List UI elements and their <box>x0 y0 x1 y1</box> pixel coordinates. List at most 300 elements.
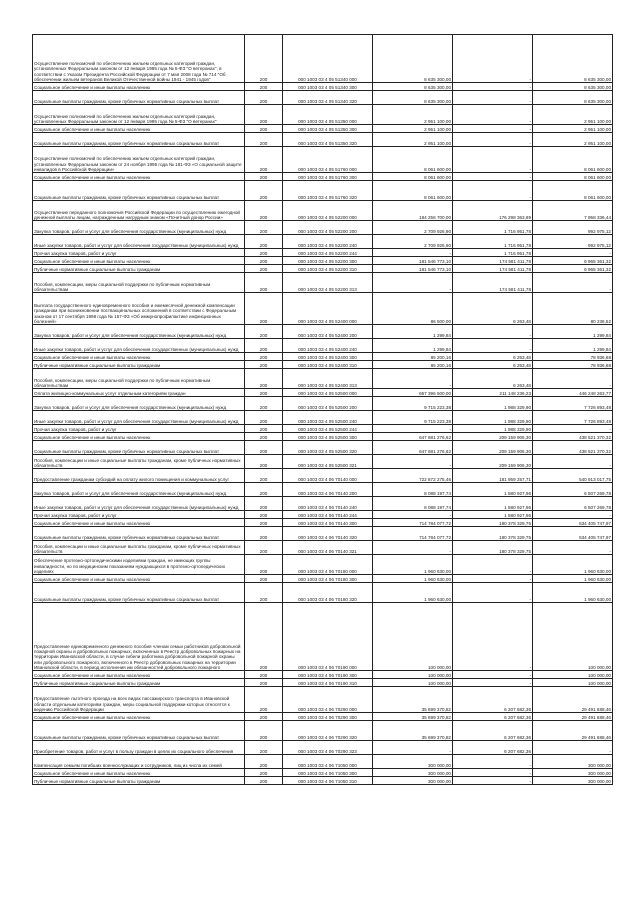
row-approved-amount: 181 546 773,10 <box>373 257 453 265</box>
row-budget-code: 000 1003 03 4 05 52200 300 <box>283 257 373 265</box>
row-approved-amount: - <box>373 425 453 433</box>
table-row <box>33 125 613 133</box>
row-budget-code: 000 1003 03 4 05 51350 000 <box>283 105 373 125</box>
table-row <box>33 147 613 173</box>
row-approved-amount: 1 960 630,00 <box>373 575 453 583</box>
row-approved-amount: - <box>373 249 453 257</box>
table-row <box>33 455 613 469</box>
table-row <box>33 397 613 411</box>
row-remaining-amount: - <box>533 249 613 257</box>
row-approved-amount: 647 681 276,62 <box>373 441 453 455</box>
row-remaining-amount: 8 061 600,00 <box>533 147 613 173</box>
row-code: 200 <box>245 441 283 455</box>
table-row <box>33 105 613 125</box>
row-name: Социальные выплаты гражданам, кроме публичных нормативных социальных выплат <box>33 91 245 105</box>
row-approved-amount: - <box>373 273 453 293</box>
row-remaining-amount: 534 405 747,97 <box>533 527 613 541</box>
row-approved-amount: 100 000,00 <box>373 671 453 679</box>
row-approved-amount: 85 200,16 <box>373 361 453 369</box>
row-executed-amount: 211 148 236,23 <box>453 389 533 397</box>
row-code: 200 <box>245 389 283 397</box>
table-row <box>33 713 613 721</box>
row-remaining-amount: - <box>533 369 613 389</box>
row-approved-amount: 8 061 600,00 <box>373 147 453 173</box>
row-name: Социальные выплаты гражданам, кроме публичных нормативных социальных выплат <box>33 721 245 741</box>
row-code: 200 <box>245 35 283 83</box>
table-row <box>33 293 613 325</box>
row-budget-code: 000 1003 03 4 05 52500 200 <box>283 397 373 411</box>
row-budget-code: 000 1003 03 4 06 71050 300 <box>283 769 373 777</box>
row-code: 200 <box>245 679 283 687</box>
row-code: 200 <box>245 497 283 511</box>
row-name: Осуществление полномочий по обеспечению жильем отдельных категорий граждан, установленных Федеральным законом от 12 января 1995 года № 5-ФЗ "О ветеранах" <box>33 105 245 125</box>
table-row <box>33 469 613 483</box>
row-budget-code: 000 1003 03 4 05 52400 300 <box>283 353 373 361</box>
row-executed-amount: 6 263,48 <box>453 353 533 361</box>
row-remaining-amount: 29 491 688,46 <box>533 713 613 721</box>
row-approved-amount: 2 951 100,00 <box>373 125 453 133</box>
row-name: Пособия, компенсации, меры социальной поддержки по публичным нормативным обязательствам <box>33 369 245 389</box>
row-remaining-amount: 7 958 336,44 <box>533 201 613 221</box>
row-approved-amount: - <box>373 541 453 555</box>
row-executed-amount: - <box>453 777 533 785</box>
row-remaining-amount: 1 960 630,00 <box>533 555 613 575</box>
row-name: Публичные нормативные социальные выплаты гражданам <box>33 265 245 273</box>
row-remaining-amount: 7 726 893,48 <box>533 411 613 425</box>
row-code: 200 <box>245 221 283 235</box>
row-name: Социальное обеспечение и иные выплаты населению <box>33 173 245 181</box>
row-remaining-amount: 992 975,12 <box>533 221 613 235</box>
row-approved-amount: 714 784 077,72 <box>373 527 453 541</box>
table-row <box>33 91 613 105</box>
row-budget-code: 000 1003 03 4 06 70140 244 <box>283 511 373 519</box>
row-budget-code: 000 1003 03 4 05 52500 000 <box>283 389 373 397</box>
row-remaining-amount: 300 000,00 <box>533 755 613 769</box>
row-code: 200 <box>245 257 283 265</box>
table-row <box>33 411 613 425</box>
row-budget-code: 000 1003 03 4 06 70190 310 <box>283 679 373 687</box>
row-name: Социальные выплаты гражданам, кроме публичных нормативных социальных выплат <box>33 527 245 541</box>
table-row <box>33 527 613 541</box>
row-code: 200 <box>245 125 283 133</box>
row-name: Пособия, компенсации, меры социальной поддержки по публичным нормативным обязательствам <box>33 273 245 293</box>
row-approved-amount: 8 061 600,00 <box>373 181 453 201</box>
row-budget-code: 000 1003 03 4 06 70190 000 <box>283 603 373 671</box>
row-name: Социальные выплаты гражданам, кроме публичных нормативных социальных выплат <box>33 133 245 147</box>
row-code: 200 <box>245 713 283 721</box>
row-budget-code: 000 1003 03 4 06 70190 300 <box>283 671 373 679</box>
row-name: Прочая закупка товаров, работ и услуг <box>33 511 245 519</box>
row-approved-amount: 1 299,84 <box>373 339 453 353</box>
row-executed-amount: 6 207 682,36 <box>453 741 533 755</box>
row-approved-amount: 1 299,84 <box>373 325 453 339</box>
row-code: 200 <box>245 519 283 527</box>
row-executed-amount: - <box>453 325 533 339</box>
row-remaining-amount: 78 936,68 <box>533 353 613 361</box>
row-executed-amount: 1 988 329,90 <box>453 411 533 425</box>
row-remaining-amount: 29 491 688,46 <box>533 721 613 741</box>
row-executed-amount: 6 207 682,36 <box>453 713 533 721</box>
row-executed-amount: - <box>453 679 533 687</box>
row-executed-amount: 1 580 927,96 <box>453 511 533 519</box>
row-remaining-amount: 1 960 630,00 <box>533 583 613 603</box>
row-approved-amount: 100 000,00 <box>373 679 453 687</box>
row-code: 200 <box>245 147 283 173</box>
row-executed-amount: 1 580 927,96 <box>453 497 533 511</box>
row-name: Закупка товаров, работ и услуг для обеспечения государственных (муниципальных) нужд <box>33 221 245 235</box>
row-budget-code: 000 1003 03 4 06 70290 300 <box>283 713 373 721</box>
row-name: Прочая закупка товаров, работ и услуг <box>33 249 245 257</box>
row-budget-code: 000 1003 03 4 06 70140 240 <box>283 497 373 511</box>
row-executed-amount: 1 988 329,90 <box>453 397 533 411</box>
row-name: Социальное обеспечение и иные выплаты населению <box>33 769 245 777</box>
row-executed-amount: - <box>453 769 533 777</box>
row-approved-amount: 300 000,00 <box>373 755 453 769</box>
row-code: 200 <box>245 235 283 249</box>
row-code: 200 <box>245 671 283 679</box>
row-executed-amount: 1 580 927,96 <box>453 483 533 497</box>
row-remaining-amount: 540 913 017,75 <box>533 469 613 483</box>
row-approved-amount: 35 699 370,82 <box>373 713 453 721</box>
row-code: 200 <box>245 133 283 147</box>
table-row <box>33 687 613 713</box>
row-code: 200 <box>245 721 283 741</box>
row-budget-code: 000 1003 03 4 05 52400 313 <box>283 369 373 389</box>
row-name: Обеспечение протезно-ортопедическими изделиями граждан, не имеющих группы инвалидности, но по медицинским показаниям нуждающихся в протезно-ортопедических изделиях <box>33 555 245 575</box>
row-approved-amount: 300 000,00 <box>373 769 453 777</box>
table-row <box>33 671 613 679</box>
row-name: Публичные нормативные социальные выплаты гражданам <box>33 361 245 369</box>
row-remaining-amount: 438 521 370,32 <box>533 433 613 441</box>
table-row <box>33 389 613 397</box>
row-remaining-amount: 1 960 630,00 <box>533 575 613 583</box>
row-executed-amount: 180 378 329,75 <box>453 519 533 527</box>
row-code: 200 <box>245 527 283 541</box>
row-name: Иные закупки товаров, работ и услуг для обеспечения государственных (муниципальных) нужд <box>33 497 245 511</box>
row-name: Публичные нормативные социальные выплаты гражданам <box>33 777 245 785</box>
row-remaining-amount: 1 299,84 <box>533 325 613 339</box>
table-row <box>33 221 613 235</box>
row-code: 200 <box>245 201 283 221</box>
row-name: Социальное обеспечение и иные выплаты населению <box>33 575 245 583</box>
row-remaining-amount: 80 236,52 <box>533 293 613 325</box>
row-code: 200 <box>245 469 283 483</box>
row-budget-code: 000 1003 03 4 05 51340 000 <box>283 35 373 83</box>
row-remaining-amount: - <box>533 455 613 469</box>
row-name: Социальное обеспечение и иные выплаты населению <box>33 257 245 265</box>
row-remaining-amount: 446 248 263,77 <box>533 389 613 397</box>
row-executed-amount: 6 207 682,36 <box>453 721 533 741</box>
row-name: Предоставление гражданам субсидий на оплату жилого помещения и коммунальных услуг <box>33 469 245 483</box>
row-executed-amount: - <box>453 83 533 91</box>
row-budget-code: 000 1003 03 4 05 52500 320 <box>283 441 373 455</box>
row-remaining-amount: 438 521 370,32 <box>533 441 613 455</box>
row-name: Социальное обеспечение и иные выплаты населению <box>33 433 245 441</box>
row-approved-amount: 9 715 223,38 <box>373 411 453 425</box>
row-executed-amount: - <box>453 575 533 583</box>
row-code: 200 <box>245 455 283 469</box>
row-code: 200 <box>245 249 283 257</box>
row-approved-amount: - <box>373 369 453 389</box>
row-remaining-amount: 534 405 747,97 <box>533 519 613 527</box>
table-row <box>33 339 613 353</box>
row-executed-amount: 174 581 411,78 <box>453 273 533 293</box>
row-approved-amount: 1 960 630,00 <box>373 555 453 575</box>
row-code: 200 <box>245 511 283 519</box>
table-row <box>33 721 613 741</box>
row-budget-code: 000 1003 03 4 06 70180 320 <box>283 583 373 603</box>
table-row <box>33 575 613 583</box>
row-executed-amount: 180 378 329,75 <box>453 541 533 555</box>
row-remaining-amount: - <box>533 273 613 293</box>
table-row <box>33 583 613 603</box>
row-approved-amount: 181 546 773,10 <box>373 265 453 273</box>
row-remaining-amount: 29 491 688,46 <box>533 687 613 713</box>
row-code: 200 <box>245 433 283 441</box>
table-row <box>33 257 613 265</box>
table-row <box>33 235 613 249</box>
row-approved-amount: 35 699 370,82 <box>373 687 453 713</box>
table-row <box>33 201 613 221</box>
row-budget-code: 000 1003 03 4 05 52500 240 <box>283 411 373 425</box>
row-remaining-amount: - <box>533 425 613 433</box>
row-code: 200 <box>245 325 283 339</box>
row-code: 200 <box>245 265 283 273</box>
row-remaining-amount: - <box>533 741 613 755</box>
row-code: 200 <box>245 411 283 425</box>
row-remaining-amount: 6 507 269,78 <box>533 483 613 497</box>
row-name: Пособия, компенсации и иные социальные выплаты гражданам, кроме публичных нормативных обязательств <box>33 541 245 555</box>
row-name: Компенсация семьям погибших военнослужащих и сотрудников, лиц из числа их семей <box>33 755 245 769</box>
row-approved-amount: 9 715 223,38 <box>373 397 453 411</box>
table-row <box>33 555 613 575</box>
row-budget-code: 000 1003 03 4 06 70180 300 <box>283 575 373 583</box>
row-code: 200 <box>245 603 283 671</box>
row-approved-amount: 85 200,16 <box>373 353 453 361</box>
row-remaining-amount: 8 061 600,00 <box>533 173 613 181</box>
row-remaining-amount: 100 000,00 <box>533 603 613 671</box>
row-approved-amount: 2 951 100,00 <box>373 105 453 125</box>
row-code: 200 <box>245 741 283 755</box>
table-row <box>33 433 613 441</box>
table-row <box>33 83 613 91</box>
row-remaining-amount: 8 061 600,00 <box>533 181 613 201</box>
row-remaining-amount: 300 000,00 <box>533 769 613 777</box>
row-name: Социальные выплаты гражданам, кроме публичных нормативных социальных выплат <box>33 583 245 603</box>
row-budget-code: 000 1003 03 4 05 52400 000 <box>283 293 373 325</box>
table-row <box>33 541 613 555</box>
row-budget-code: 000 1003 03 4 05 51760 300 <box>283 173 373 181</box>
row-executed-amount: 1 716 951,78 <box>453 249 533 257</box>
row-executed-amount: 6 263,48 <box>453 361 533 369</box>
row-remaining-amount: 8 635 300,00 <box>533 83 613 91</box>
table-row <box>33 755 613 769</box>
row-name: Социальные выплаты гражданам, кроме публичных нормативных социальных выплат <box>33 181 245 201</box>
table-row <box>33 769 613 777</box>
row-approved-amount: 714 784 077,72 <box>373 519 453 527</box>
row-executed-amount: 176 298 363,89 <box>453 201 533 221</box>
row-budget-code: 000 1003 03 4 06 70290 320 <box>283 721 373 741</box>
row-code: 200 <box>245 293 283 325</box>
row-budget-code: 000 1003 03 4 05 51760 320 <box>283 181 373 201</box>
row-executed-amount: 209 159 906,30 <box>453 433 533 441</box>
row-remaining-amount: 2 951 100,00 <box>533 105 613 125</box>
row-code: 200 <box>245 353 283 361</box>
row-budget-code: 000 1003 03 4 05 52200 244 <box>283 249 373 257</box>
row-code: 200 <box>245 755 283 769</box>
table-row <box>33 325 613 339</box>
row-budget-code: 000 1003 03 4 06 70180 000 <box>283 555 373 575</box>
row-remaining-amount: 6 507 269,78 <box>533 497 613 511</box>
row-executed-amount: 1 716 951,78 <box>453 221 533 235</box>
row-approved-amount: 8 061 600,00 <box>373 173 453 181</box>
row-code: 200 <box>245 339 283 353</box>
row-budget-code: 000 1003 03 4 05 51350 300 <box>283 125 373 133</box>
row-name: Закупка товаров, работ и услуг для обеспечения государственных (муниципальных) нужд <box>33 483 245 497</box>
row-executed-amount: 209 159 906,30 <box>453 455 533 469</box>
row-budget-code: 000 1003 03 4 05 51350 320 <box>283 133 373 147</box>
row-budget-code: 000 1003 03 4 05 52500 321 <box>283 455 373 469</box>
row-name: Социальное обеспечение и иные выплаты населению <box>33 353 245 361</box>
row-budget-code: 000 1003 03 4 06 70140 321 <box>283 541 373 555</box>
row-approved-amount: 184 256 700,00 <box>373 201 453 221</box>
table-row <box>33 483 613 497</box>
row-name: Социальное обеспечение и иные выплаты населению <box>33 671 245 679</box>
table-row <box>33 519 613 527</box>
table-row <box>33 425 613 433</box>
row-name: Социальное обеспечение и иные выплаты населению <box>33 83 245 91</box>
table-row <box>33 441 613 455</box>
row-budget-code: 000 1003 03 4 05 52500 244 <box>283 425 373 433</box>
row-budget-code: 000 1003 03 4 06 70140 320 <box>283 527 373 541</box>
row-executed-amount: - <box>453 555 533 575</box>
row-budget-code: 000 1003 03 4 05 52200 313 <box>283 273 373 293</box>
row-executed-amount: 6 263,48 <box>453 369 533 389</box>
row-name: Осуществление полномочий по обеспечению жильем отдельных категорий граждан, установленных Федеральным законом от 24 ноября 1995 года № 181-ФЗ «О социальной защите инвалидов в Российской Федерации» <box>33 147 245 173</box>
row-executed-amount: 1 988 329,90 <box>453 425 533 433</box>
row-budget-code: 000 1003 03 4 06 70140 000 <box>283 469 373 483</box>
row-remaining-amount: 2 951 100,00 <box>533 125 613 133</box>
row-remaining-amount: - <box>533 541 613 555</box>
row-remaining-amount: 8 635 300,00 <box>533 91 613 105</box>
row-executed-amount: 6 207 682,36 <box>453 687 533 713</box>
row-executed-amount: 6 263,48 <box>453 293 533 325</box>
row-approved-amount: 8 635 300,00 <box>373 91 453 105</box>
row-approved-amount: 300 000,00 <box>373 777 453 785</box>
row-executed-amount: 174 581 411,78 <box>453 257 533 265</box>
table-row <box>33 777 613 785</box>
row-remaining-amount: 8 635 300,00 <box>533 35 613 83</box>
row-budget-code: 000 1003 03 4 05 51340 300 <box>283 83 373 91</box>
row-budget-code: 000 1003 03 4 06 70290 323 <box>283 741 373 755</box>
row-budget-code: 000 1003 03 4 05 52400 200 <box>283 325 373 339</box>
row-executed-amount: 180 378 329,75 <box>453 527 533 541</box>
row-name: Иные закупки товаров, работ и услуг для обеспечения государственных (муниципальных) нужд <box>33 235 245 249</box>
table-row <box>33 679 613 687</box>
row-remaining-amount: 100 000,00 <box>533 671 613 679</box>
row-remaining-amount: 6 965 361,32 <box>533 257 613 265</box>
row-remaining-amount: - <box>533 511 613 519</box>
row-name: Осуществление переданного полномочия Российской Федерации по осуществлению ежегодной денежной выплаты лицам, награжденным нагрудным знаком «Почетный донор России» <box>33 201 245 221</box>
row-approved-amount: 657 396 500,00 <box>373 389 453 397</box>
row-budget-code: 000 1003 03 4 05 52200 000 <box>283 201 373 221</box>
row-name: Социальное обеспечение и иные выплаты населению <box>33 519 245 527</box>
row-code: 200 <box>245 575 283 583</box>
row-code: 200 <box>245 273 283 293</box>
row-name: Публичные нормативные социальные выплаты гражданам <box>33 679 245 687</box>
row-budget-code: 000 1003 03 4 06 71050 310 <box>283 777 373 785</box>
row-budget-code: 000 1003 03 4 05 52200 200 <box>283 221 373 235</box>
row-budget-code: 000 1003 03 4 05 51760 000 <box>283 147 373 173</box>
row-remaining-amount: 2 951 100,00 <box>533 133 613 147</box>
row-executed-amount: - <box>453 603 533 671</box>
table-row <box>33 273 613 293</box>
row-name: Пособия, компенсации и иные социальные выплаты гражданам, кроме публичных нормативных обязательств <box>33 455 245 469</box>
row-name: Выплата государственного единовременного пособия и ежемесячной денежной компенсации гражданам при возникновении поствакцинальных осложнений в соответствии с Федеральным законом от 17 сентября 1998 года № 157-ФЗ «Об иммунопрофилактике инфекционных болезней» <box>33 293 245 325</box>
row-executed-amount: - <box>453 173 533 181</box>
table-row <box>33 265 613 273</box>
table-body <box>33 35 613 785</box>
row-remaining-amount: 7 726 893,48 <box>533 397 613 411</box>
row-approved-amount: 2 709 926,90 <box>373 235 453 249</box>
row-approved-amount: 647 681 276,62 <box>373 433 453 441</box>
row-executed-amount: 209 159 906,30 <box>453 441 533 455</box>
row-executed-amount: - <box>453 125 533 133</box>
row-code: 200 <box>245 105 283 125</box>
row-code: 200 <box>245 173 283 181</box>
row-name: Приобретение товаров, работ и услуг в пользу граждан в целях их социального обеспечения <box>33 741 245 755</box>
row-budget-code: 000 1003 03 4 06 71050 000 <box>283 755 373 769</box>
row-name: Осуществление полномочий по обеспечению жильем отдельных категорий граждан, установленных Федеральным законом от 12 января 1995 года № 5-ФЗ "О ветеранах", в соответствии с Указом Президента Российской Федерации от 7 мая 2008 года № 714 "Об обеспечении жильем ветеранов Великой Отечественной войны 1941 - 1945 годов" <box>33 35 245 83</box>
row-name: Предоставление единовременного денежного пособия членам семьи работников добровольной пожарной охраны и добровольных пожарных, включенных в Реестр добровольных пожарных на территории Ивановской области, в случае гибели работника добровольной пожарной охраны или добровольного пожарного, включенного в Реестр добровольных пожарных на территории Ивановской области, в период исполнения им обязанностей добровольного пожарного <box>33 603 245 671</box>
row-executed-amount: - <box>453 181 533 201</box>
row-remaining-amount: 300 000,00 <box>533 777 613 785</box>
row-code: 200 <box>245 583 283 603</box>
row-code: 200 <box>245 361 283 369</box>
row-code: 200 <box>245 83 283 91</box>
row-code: 200 <box>245 369 283 389</box>
table-row <box>33 741 613 755</box>
row-approved-amount: - <box>373 511 453 519</box>
table-row <box>33 603 613 671</box>
table-row <box>33 35 613 83</box>
row-executed-amount: 181 959 257,71 <box>453 469 533 483</box>
row-executed-amount: - <box>453 105 533 125</box>
row-code: 200 <box>245 397 283 411</box>
row-name: Социальные выплаты гражданам, кроме публичных нормативных социальных выплат <box>33 441 245 455</box>
row-budget-code: 000 1003 03 4 05 52400 310 <box>283 361 373 369</box>
row-name: Закупка товаров, работ и услуг для обеспечения государственных (муниципальных) нужд <box>33 397 245 411</box>
row-executed-amount: 174 581 411,78 <box>453 265 533 273</box>
row-approved-amount: - <box>373 741 453 755</box>
row-approved-amount: 1 960 630,00 <box>373 583 453 603</box>
row-executed-amount: - <box>453 583 533 603</box>
row-budget-code: 000 1003 03 4 05 51340 320 <box>283 91 373 105</box>
row-remaining-amount: 100 000,00 <box>533 679 613 687</box>
row-executed-amount: - <box>453 147 533 173</box>
row-code: 200 <box>245 541 283 555</box>
row-code: 200 <box>245 769 283 777</box>
row-name: Предоставление льготного проезда на всех видах пассажирского транспорта в Ивановской области отдельным категориям граждан, меры социальной поддержки которых относятся к ведению Российской Федерации <box>33 687 245 713</box>
row-executed-amount: - <box>453 35 533 83</box>
table-row <box>33 511 613 519</box>
row-executed-amount: - <box>453 133 533 147</box>
row-remaining-amount: 6 965 361,32 <box>533 265 613 273</box>
table-row <box>33 133 613 147</box>
row-approved-amount: 8 635 300,00 <box>373 35 453 83</box>
row-approved-amount: 722 872 275,46 <box>373 469 453 483</box>
row-approved-amount: 100 000,00 <box>373 603 453 671</box>
